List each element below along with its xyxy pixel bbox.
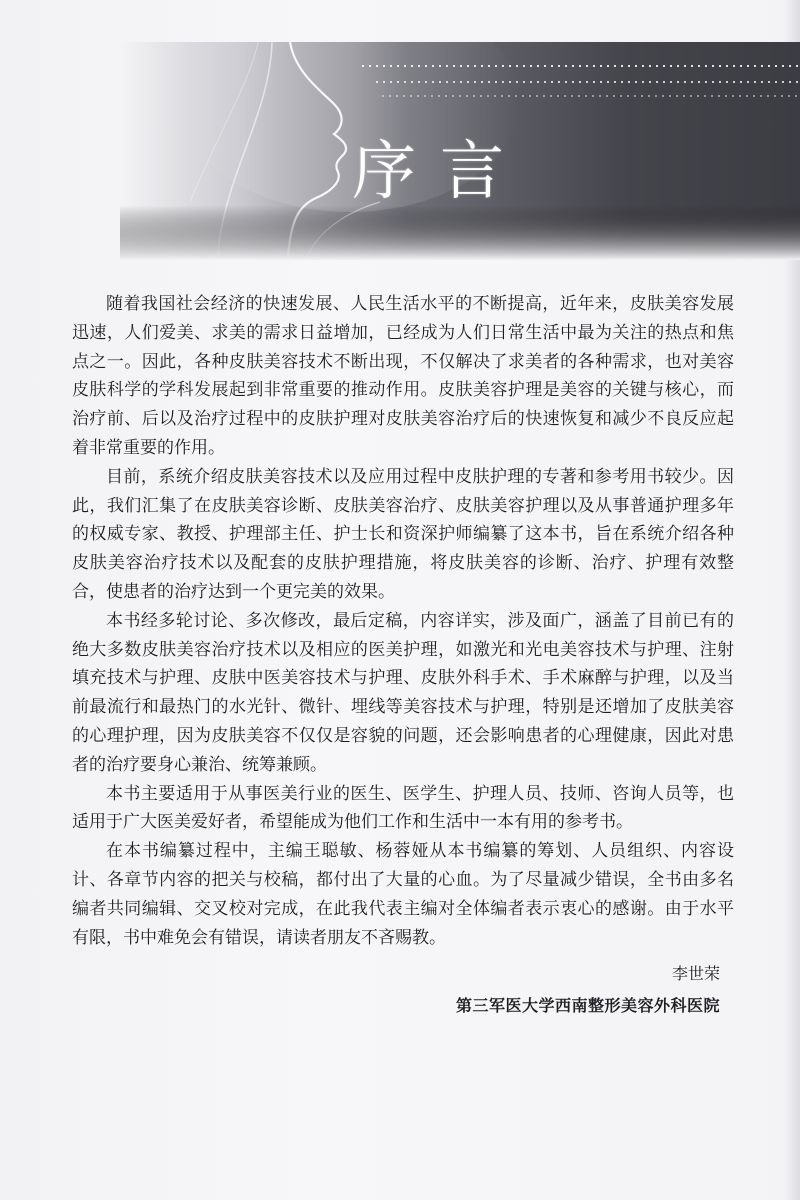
paragraph: 本书经多轮讨论、多次修改，最后定稿，内容详实，涉及面广，涵盖了目前已有的绝大多数皮肤美容治疗技术以及相应的医美护理，如激光和光电美容技术与护理、注射填充技术与护理、皮肤中医美容技术与护理、皮肤外科手术、手术麻醉与护理，以及当前最流行和最热门的水光针、微针、埋线等美容技术与护理，特别是还增加了皮肤美容的心理护理，因为皮肤美容不仅仅是容貌的问题，还会影响患者的心理健康，因此对患者的治疗要身心兼治、统筹兼顾。: [72, 610, 734, 775]
paragraph: 随着我国社会经济的快速发展、人民生活水平的不断提高，近年来，皮肤美容发展迅速，人们爱美、求美的需求日益增加，已经成为人们日常生活中最为关注的热点和焦点之一。因此，各种皮肤美容技术不断出现，不仅解决了求美者的各种需求，也对美容皮肤科学的学科发展起到非常重要的推动作用。皮肤美容护理是美容的关键与核心，而治疗前、后以及治疗过程中的皮肤护理对皮肤美容治疗后的快速恢复和减少不良反应起着非常重要的作用。: [72, 294, 734, 458]
signature-block: [360, 958, 720, 1022]
preface-body: [72, 290, 734, 952]
author-name: 李世荣: [671, 964, 720, 983]
paragraph: 在本书编纂过程中，主编王聪敏、杨蓉娅从本书编纂的筹划、人员组织、内容设计、各章节内容的把关与校稿，都付出了大量的心血。为了尽量减少错误，全书由多名编者共同编辑、交叉校对完成，在此我代表主编对全体编者表示衷心的感谢。由于水平有限，书中难免会有错误，请读者朋友不吝赐教。: [72, 841, 734, 948]
paragraph: 目前，系统介绍皮肤美容技术以及应用过程中皮肤护理的专著和参考用书较少。因此，我们汇集了在皮肤美容诊断、皮肤美容治疗、皮肤美容护理以及从事普通护理多年的权威专家、教授、护理部主任、护士长和资深护师编纂了这本书，旨在系统介绍各种皮肤美容治疗技术以及配套的皮肤护理措施，将皮肤美容的诊断、治疗、护理有效整合，使患者的治疗达到一个更完美的效果。: [72, 466, 734, 602]
paragraph: 本书主要适用于从事医美行业的医生、医学生、护理人员、技师、咨询人员等，也适用于广大医美爱好者，希望能成为他们工作和生活中一本有用的参考书。: [72, 783, 734, 833]
author-affiliation: 第三军医大学西南整形美容外科医院: [455, 996, 720, 1015]
page-title: 序言: [352, 135, 528, 209]
